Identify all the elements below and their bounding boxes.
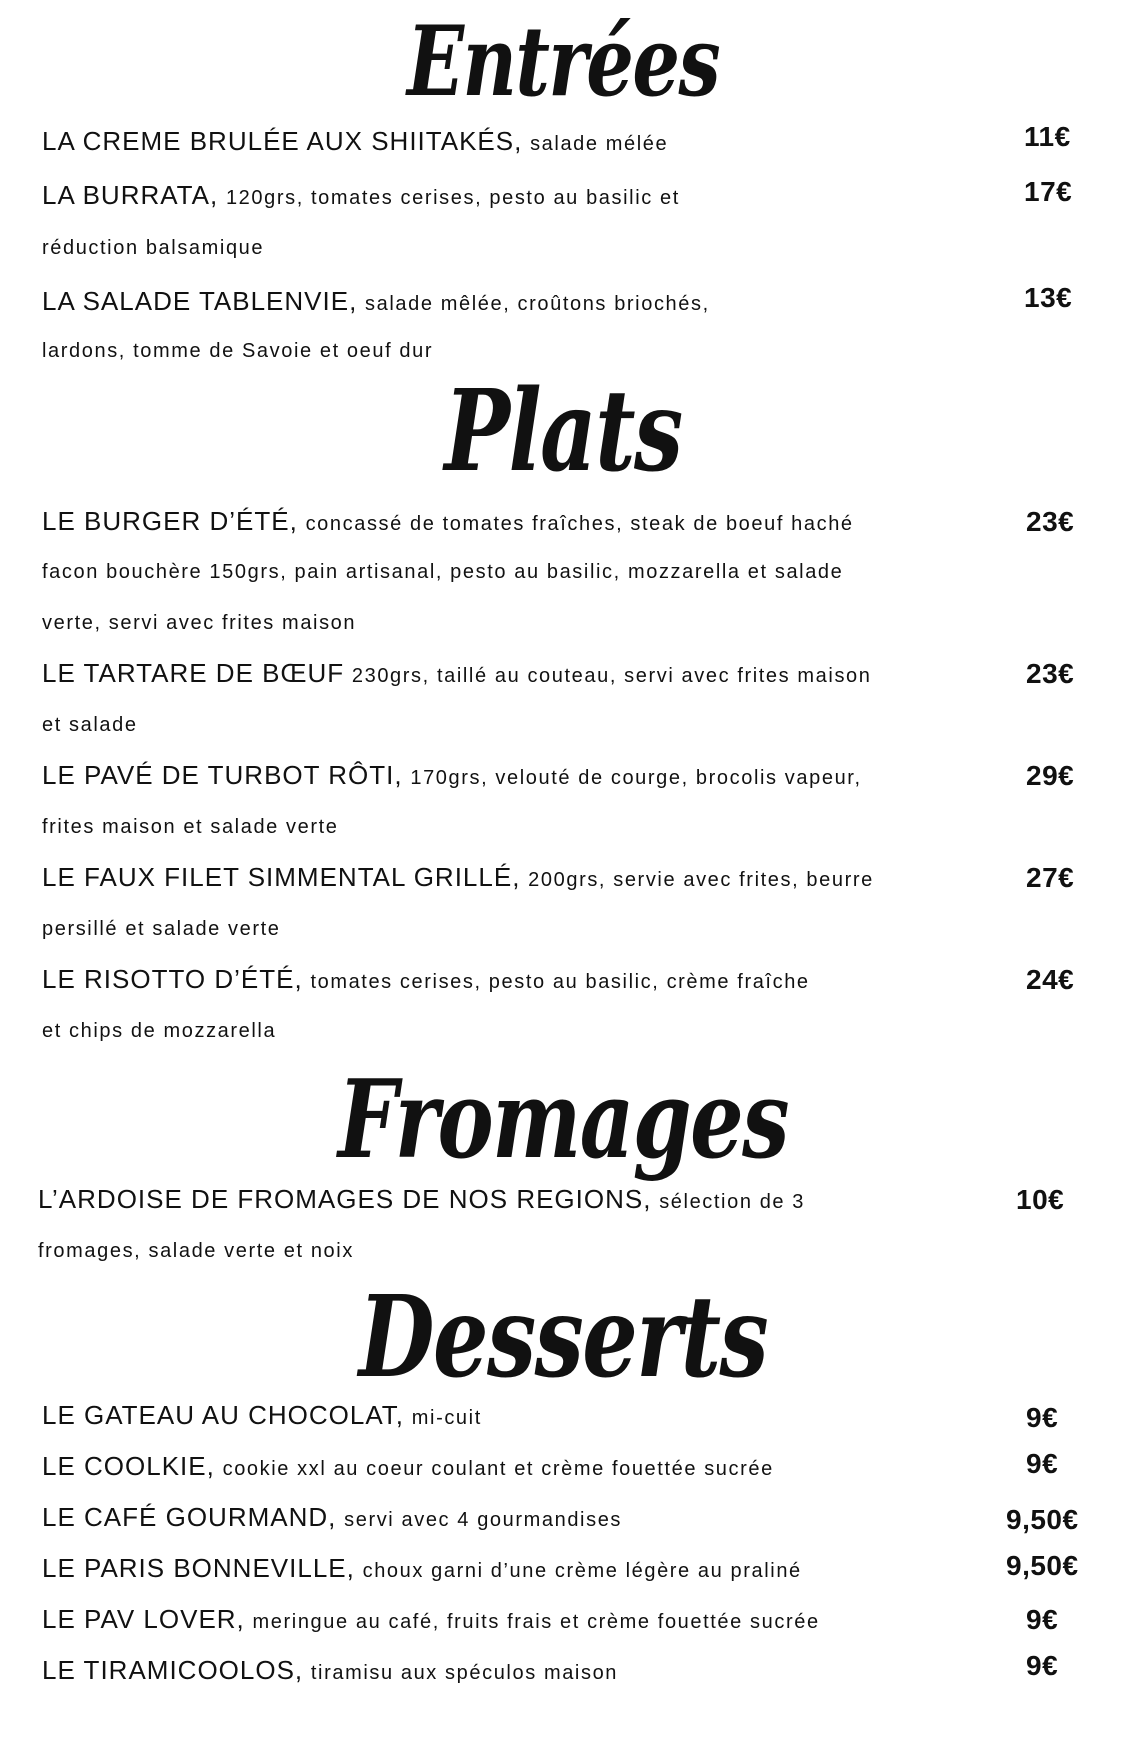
item-description-continued: et chips de mozzarella bbox=[42, 1020, 277, 1042]
item-description-continued: verte, servi avec frites maison bbox=[42, 612, 357, 634]
section-title-desserts: Desserts bbox=[358, 1272, 768, 1403]
item-description: 230grs, taillé au couteau, servi avec frites maison bbox=[351, 665, 872, 687]
item-price: 9€ bbox=[1026, 1650, 1059, 1681]
item-name: LA CREME BRULÉE AUX SHIITAKÉS, bbox=[42, 126, 523, 156]
item-description: mi-cuit bbox=[411, 1407, 482, 1429]
item-price: 24€ bbox=[1026, 964, 1075, 995]
item-description: 170grs, velouté de courge, brocolis vapeur, bbox=[410, 767, 862, 789]
item-price: 27€ bbox=[1026, 862, 1075, 893]
item-name: LE TARTARE DE BŒUF bbox=[42, 658, 345, 688]
item-description: concassé de tomates fraîches, steak de boeuf haché bbox=[305, 513, 854, 535]
item-description: 120grs, tomates cerises, pesto au basilic et bbox=[225, 187, 680, 209]
item-price: 9€ bbox=[1026, 1448, 1059, 1479]
item-name: LA BURRATA, bbox=[42, 180, 219, 210]
item-name: LE TIRAMICOOLOS, bbox=[42, 1655, 304, 1685]
item-name: LE PAVÉ DE TURBOT RÔTI, bbox=[42, 760, 403, 790]
item-description-continued: fromages, salade verte et noix bbox=[38, 1240, 354, 1262]
item-price: 10€ bbox=[1016, 1184, 1065, 1215]
item-description: cookie xxl au coeur coulant et crème fouettée sucrée bbox=[222, 1458, 774, 1480]
item-description: salade mêlée, croûtons briochés, bbox=[365, 293, 710, 315]
item-price: 9€ bbox=[1026, 1604, 1059, 1635]
item-description-continued: réduction balsamique bbox=[42, 237, 265, 259]
item-description-continued: persillé et salade verte bbox=[42, 918, 281, 940]
item-price: 9€ bbox=[1026, 1402, 1059, 1433]
section-title-plats: Plats bbox=[444, 366, 682, 497]
item-price: 9,50€ bbox=[1006, 1550, 1079, 1581]
item-name: LE COOLKIE, bbox=[42, 1451, 215, 1481]
item-description-continued: frites maison et salade verte bbox=[42, 816, 339, 838]
item-description: servi avec 4 gourmandises bbox=[344, 1509, 623, 1531]
item-description: salade mélée bbox=[530, 133, 669, 155]
item-price: 13€ bbox=[1024, 282, 1073, 313]
item-description: choux garni d’une crème légère au praliné bbox=[362, 1560, 802, 1582]
section-title-fromages: Fromages bbox=[337, 1057, 789, 1183]
item-description: meringue au café, fruits frais et crème fouettée sucrée bbox=[252, 1611, 820, 1633]
item-price: 23€ bbox=[1026, 506, 1075, 537]
item-name: LE RISOTTO D’ÉTÉ, bbox=[42, 964, 303, 994]
item-price: 9,50€ bbox=[1006, 1504, 1079, 1535]
item-name: LE PAV LOVER, bbox=[42, 1604, 245, 1634]
item-name: LE PARIS BONNEVILLE, bbox=[42, 1553, 355, 1583]
item-description: 200grs, servie avec frites, beurre bbox=[528, 869, 874, 891]
item-description: tomates cerises, pesto au basilic, crème fraîche bbox=[310, 971, 810, 993]
item-description-continued: et salade bbox=[42, 714, 138, 736]
section-title-entrees: Entrées bbox=[406, 5, 720, 118]
item-description-continued: lardons, tomme de Savoie et oeuf dur bbox=[42, 340, 434, 362]
item-price: 23€ bbox=[1026, 658, 1075, 689]
item-name: L’ARDOISE DE FROMAGES DE NOS REGIONS, bbox=[38, 1184, 652, 1214]
item-description: tiramisu aux spéculos maison bbox=[310, 1662, 619, 1684]
item-name: LE GATEAU AU CHOCOLAT, bbox=[42, 1400, 405, 1430]
item-price: 29€ bbox=[1026, 760, 1075, 791]
item-name: LE CAFÉ GOURMAND, bbox=[42, 1502, 337, 1532]
item-price: 17€ bbox=[1024, 176, 1073, 207]
item-description: sélection de 3 bbox=[659, 1191, 806, 1213]
item-name: LE FAUX FILET SIMMENTAL GRILLÉ, bbox=[42, 862, 521, 892]
item-description-continued: facon bouchère 150grs, pain artisanal, pesto au basilic, mozzarella et salade bbox=[42, 561, 844, 583]
item-price: 11€ bbox=[1024, 121, 1071, 152]
item-name: LA SALADE TABLENVIE, bbox=[42, 286, 358, 316]
item-name: LE BURGER D’ÉTÉ, bbox=[42, 506, 298, 536]
